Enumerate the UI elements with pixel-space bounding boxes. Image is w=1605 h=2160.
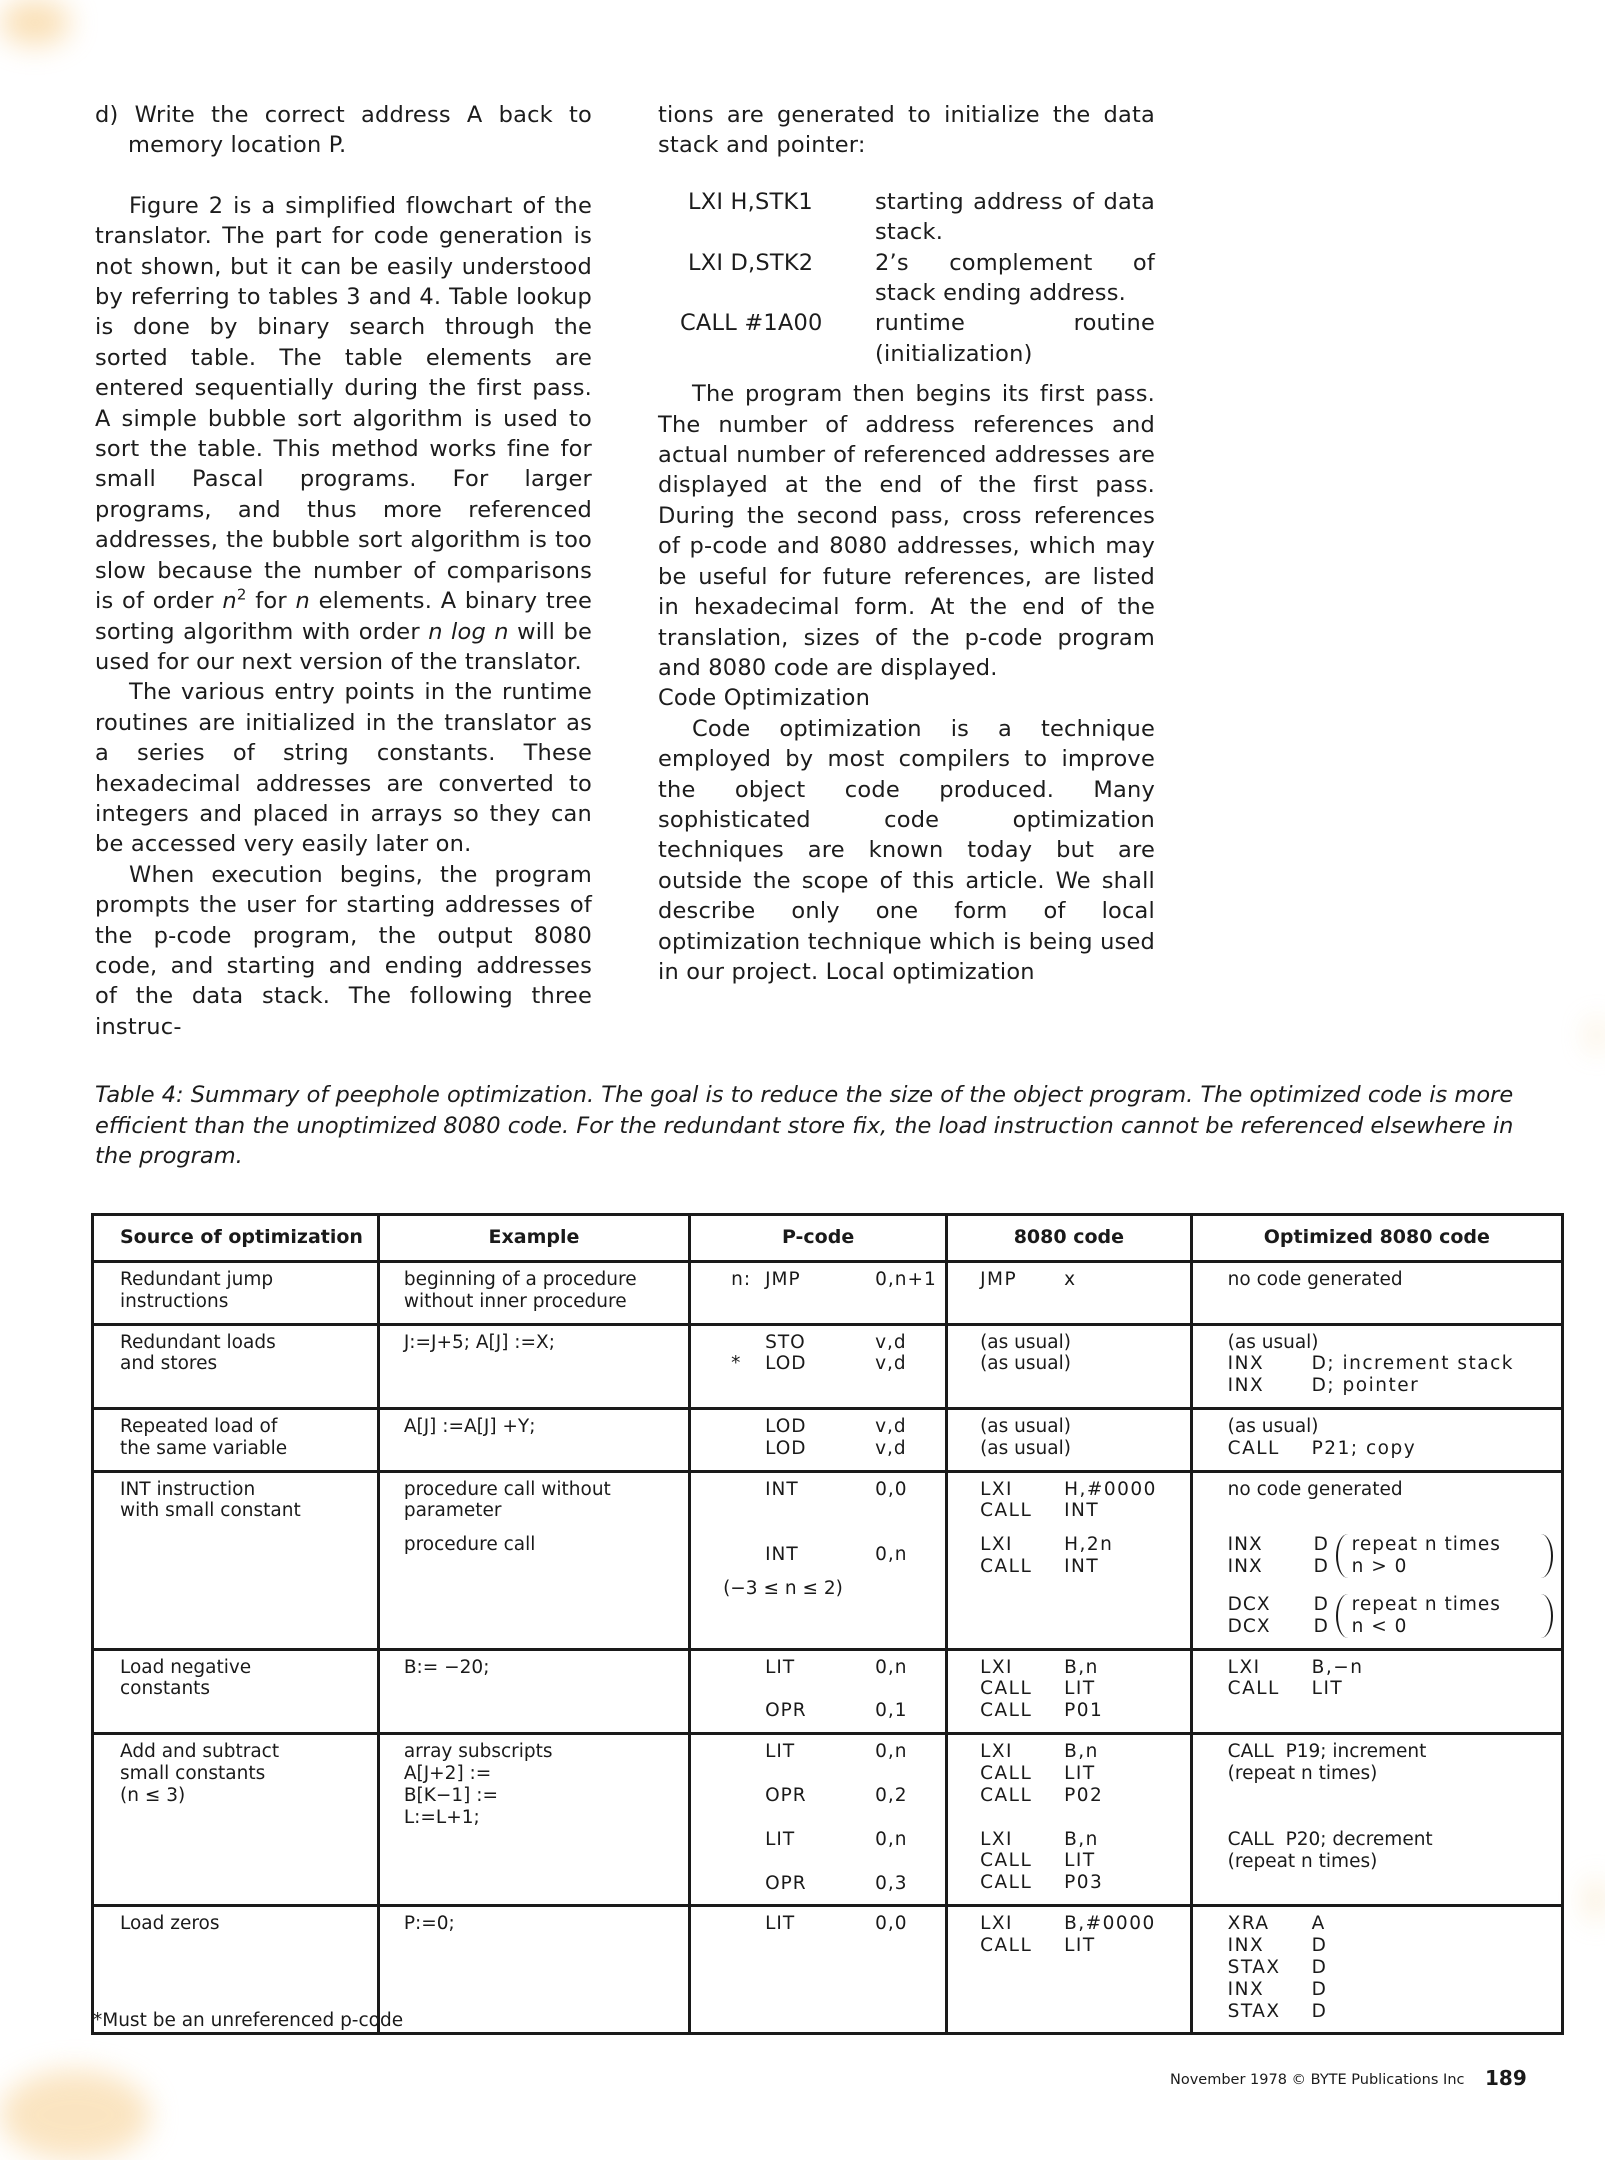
paragraph-first-pass: The program then begins its first pass. The number of address references and actual number of referenced addresses are displayed at the end of the first pass. During the second pass, cross references of p-code and 8080 addresses, which may be useful for future references, are listed in hexadecimal form. At the end of the translation, sizes of the p-code program and 8080 code are displayed. <box>658 381 1155 681</box>
cell-optimized-code: CALL P19; increment (repeat n times) CALL P20; decrement (repeat n times) <box>1191 1734 1562 1906</box>
cell-optimized-code: (as usual) CALL P21; copy <box>1191 1408 1562 1471</box>
cell-optimized-code: no code generated INX INX D D repeat n times n > 0 DCX DCX D D repeat n times n < 0 <box>1191 1471 1562 1649</box>
increment-repeat-block: INX INX D D repeat n times n > 0 <box>1228 1534 1553 1578</box>
range-note: (−3 ≤ n ≤ 2) <box>723 1578 843 1600</box>
instruction-op: LXI D,STK2 <box>688 249 814 276</box>
paper-stain <box>0 0 70 45</box>
column-header: Optimized 8080 code <box>1191 1215 1562 1262</box>
paren-icon <box>1541 1594 1553 1638</box>
instruction-desc: 2’s complement of stack ending address. <box>875 249 1155 307</box>
page-number: 189 <box>1485 2066 1527 2090</box>
cell-optimized-code: XRA A INX D STAX D INX D STAX D <box>1191 1906 1562 2034</box>
paragraph-figure2: Figure 2 is a simplified flowchart of the translator. The part for code generation is not shown, but it can be easily understood by referring to tables 3 and 4. Table lookup is done by binary search through the sorted table. The table elements are entered sequentially during the first pass. A simple bubble sort algorithm is used to sort the table. This method works fine for small Pascal programs. For larger programs, and thus more referenced addresses, the bubble sort algorithm is too slow because the number of comparisons is of order $n^2$ for n elements. A binary tree sorting algorithm with order n log n will be used for our next version of the translator. <box>95 192 592 675</box>
list-item-d: d) Write the correct address A back to memory location P. <box>95 102 592 159</box>
cell-example: A[J] :=A[J] +Y; <box>378 1408 689 1471</box>
cell-pcode: INT 0,0 INT 0,n (−3 ≤ n ≤ 2) <box>690 1471 947 1649</box>
cell-optimized-code: no code generated <box>1191 1262 1562 1325</box>
table-row <box>93 1649 1563 1734</box>
table-row <box>93 1408 1563 1471</box>
column-header: P-code <box>690 1215 947 1262</box>
cell-pcode: LIT 0,0 <box>690 1906 947 2034</box>
cell-8080-code: LXI B,n CALL LIT CALL P02 LXI B,n CALL LIT CALL P03 <box>947 1734 1192 1906</box>
footer-credit: November 1978 © BYTE Publications Inc <box>1170 2072 1465 2088</box>
cell-optimized-code: (as usual) INX D; increment stack INX D; pointer <box>1191 1324 1562 1408</box>
table-row <box>93 1324 1563 1408</box>
cell-optimized-code: LXI B,−n CALL LIT <box>1191 1649 1562 1734</box>
cell-source: Redundant jump instructions <box>93 1262 379 1325</box>
cell-source: Add and subtract small constants (n ≤ 3) <box>93 1734 379 1906</box>
left-column <box>95 100 592 1042</box>
cell-example: P:=0; <box>378 1906 689 2034</box>
cell-pcode: n: JMP 0,n+1 <box>690 1262 947 1325</box>
paragraph-optimization: Code optimization is a technique employed by most compilers to improve the object code produced. Many sophisticated code optimization techniques are known today but are outside the scope of this article. We shall describe only one form of local optimization technique which is being used in our project. Local optimization <box>658 715 1155 985</box>
brace-icon <box>1336 1534 1352 1578</box>
cell-8080-code: (as usual) (as usual) <box>947 1408 1192 1471</box>
cell-8080-code: LXI H,#0000 CALL INT LXI H,2n CALL INT <box>947 1471 1192 1649</box>
column-header: Source of optimization <box>93 1215 379 1262</box>
column-header: Example <box>378 1215 689 1262</box>
brace-icon <box>1336 1594 1352 1638</box>
table-caption: Table 4: Summary of peephole optimization. The goal is to reduce the size of the object program. The optimized code is more efficient than the unoptimized 8080 code. For the redundant store fix, the load instruction cannot be referenced elsewhere in the program. <box>95 1082 1514 1169</box>
table-header-row <box>93 1215 1563 1262</box>
paper-stain <box>0 2070 150 2160</box>
instruction-op: CALL #1A00 <box>680 310 823 337</box>
cell-8080-code: LXI B,#0000 CALL LIT <box>947 1906 1192 2034</box>
cell-example: procedure call without parameter procedure call <box>378 1471 689 1649</box>
instruction-desc: runtime routine (initialization) <box>875 310 1155 367</box>
optimization-table <box>91 1213 1564 2035</box>
column-header: 8080 code <box>947 1215 1192 1262</box>
cell-example: beginning of a procedure without inner procedure <box>378 1262 689 1325</box>
cell-example: array subscripts A[J+2] := B[K−1] := L:=L+1; <box>378 1734 689 1906</box>
table-row <box>93 1734 1563 1906</box>
decrement-repeat-block: DCX DCX D D repeat n times n < 0 <box>1228 1594 1553 1638</box>
table-row <box>93 1471 1563 1649</box>
instruction-list <box>680 187 1155 369</box>
cell-source: Redundant loads and stores <box>93 1324 379 1408</box>
cell-source: INT instruction with small constant <box>93 1471 379 1649</box>
cell-pcode: LOD v,d LOD v,d <box>690 1408 947 1471</box>
cell-8080-code: LXI B,n CALL LIT CALL P01 <box>947 1649 1192 1734</box>
cell-source: Repeated load of the same variable <box>93 1408 379 1471</box>
section-heading: Code Optimization <box>658 685 871 712</box>
right-column <box>658 100 1155 987</box>
cell-source: Load negative constants <box>93 1649 379 1734</box>
cell-example: J:=J+5; A[J] :=X; <box>378 1324 689 1408</box>
paragraph-intro: tions are generated to initialize the data stack and pointer: <box>658 102 1155 159</box>
paragraph-execution: When execution begins, the program prompts the user for starting addresses of the p-code program, the output 8080 code, and starting and ending addresses of the data stack. The following three instruc- <box>95 861 592 1040</box>
paren-icon <box>1541 1534 1553 1578</box>
paper-stain <box>1588 1880 1604 1920</box>
cell-source: Load zeros <box>93 1906 379 2034</box>
paragraph-entry-points: The various entry points in the runtime routines are initialized in the translator as a series of string constants. These hexadecimal addresses are converted to integers and placed in arrays so they can be accessed very easily later on. <box>95 679 592 858</box>
cell-pcode: STO v,d * LOD v,d <box>690 1324 947 1408</box>
table-row <box>93 1262 1563 1325</box>
table-footnote: *Must be an unreferenced p-code <box>93 2010 404 2031</box>
instruction-desc: starting address of data stack. <box>875 188 1155 246</box>
cell-example: B:= −20; <box>378 1649 689 1734</box>
cell-8080-code: JMP x <box>947 1262 1192 1325</box>
cell-pcode: LIT 0,n OPR 0,2 LIT 0,n OPR 0,3 <box>690 1734 947 1906</box>
instruction-op: LXI H,STK1 <box>688 188 813 215</box>
paper-stain <box>1590 1020 1604 1050</box>
cell-8080-code: (as usual) (as usual) <box>947 1324 1192 1408</box>
cell-pcode: LIT 0,n OPR 0,1 <box>690 1649 947 1734</box>
